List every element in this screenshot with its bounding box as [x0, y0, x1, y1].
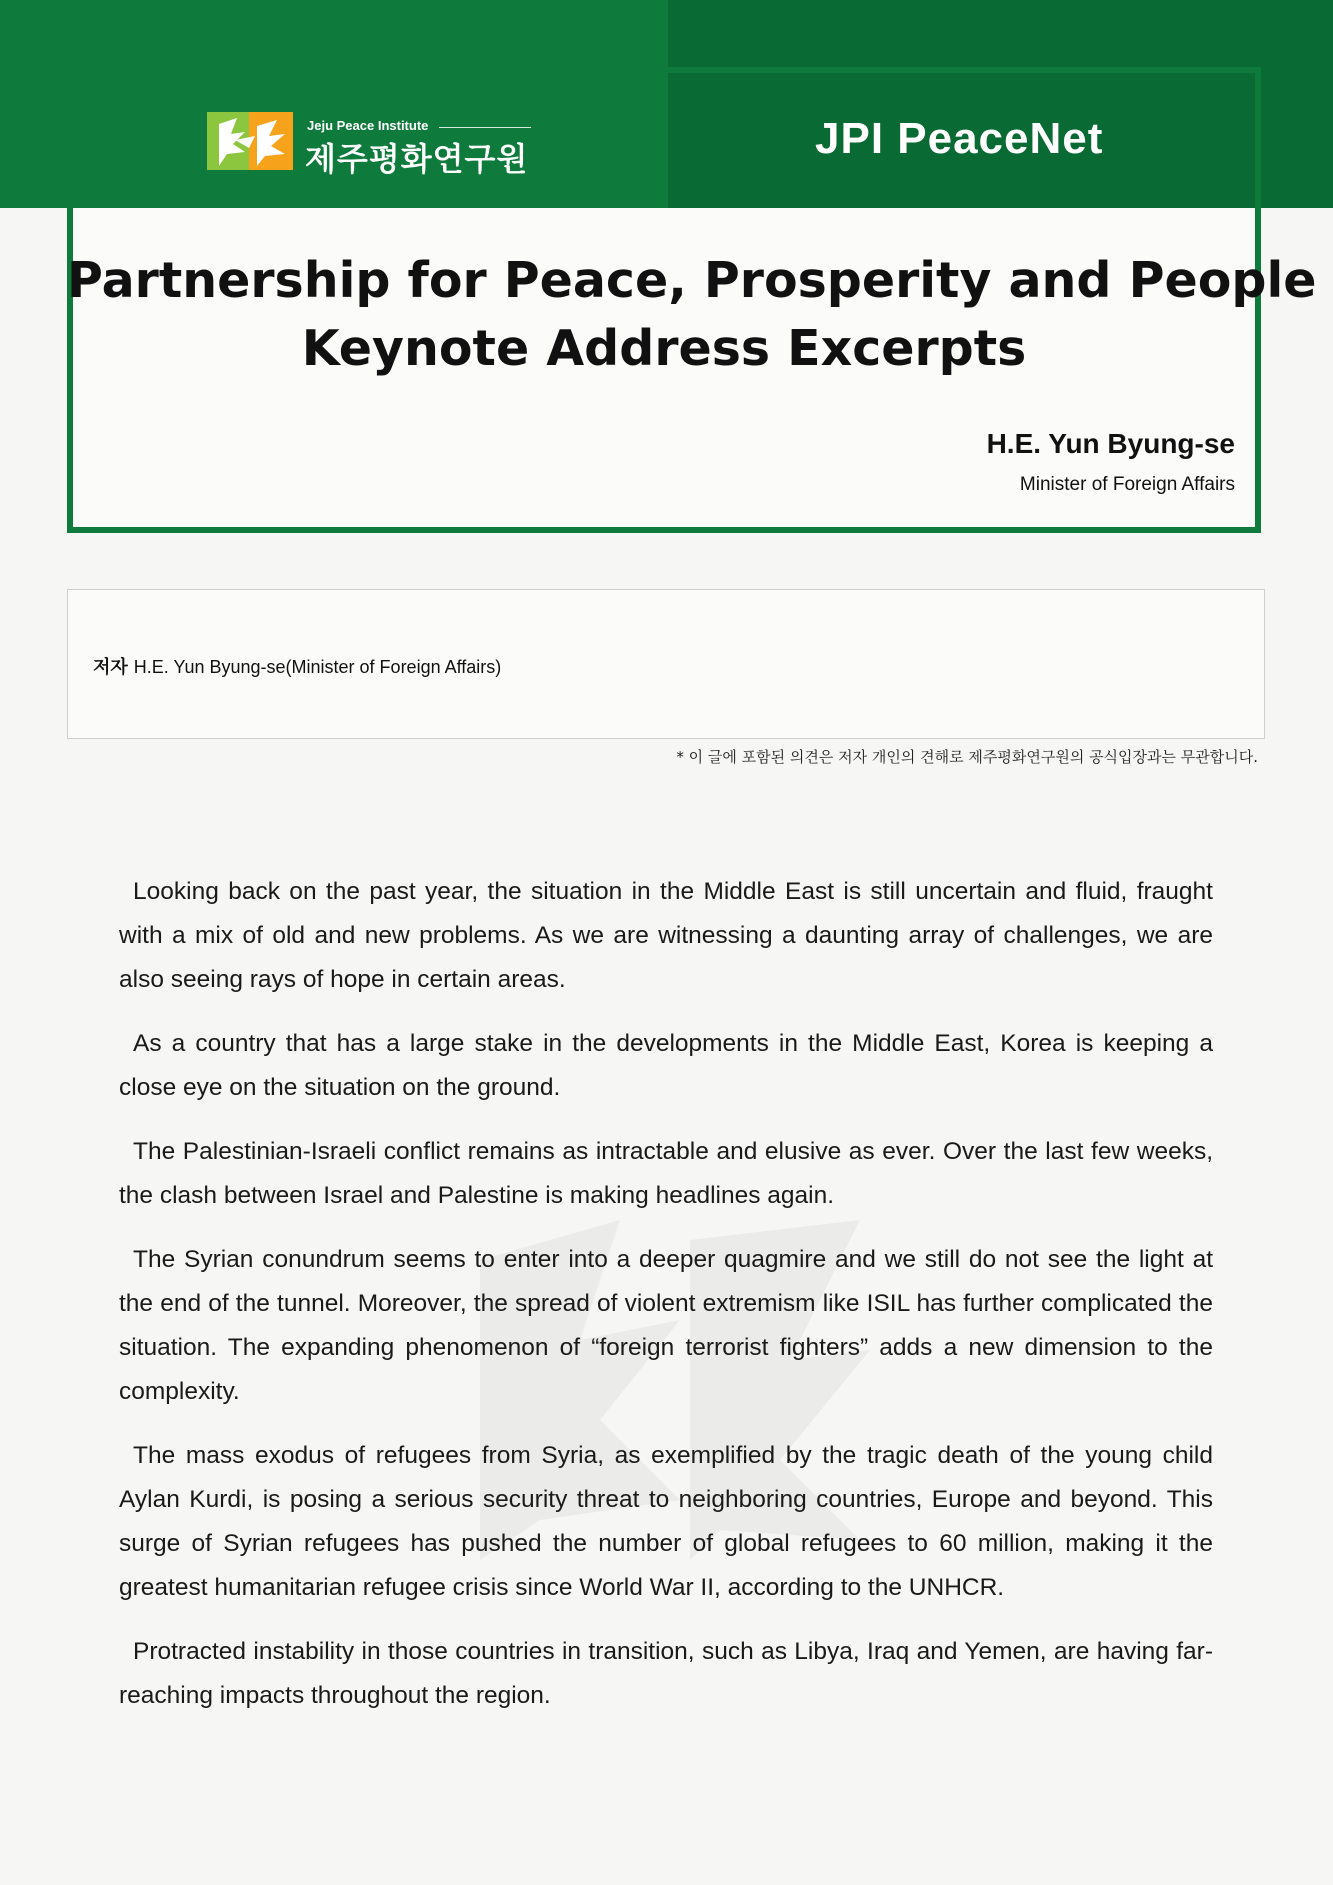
author-info-value: H.E. Yun Byung-se(Minister of Foreign Affairs)	[133, 657, 502, 677]
peacenet-brand: JPI PeaceNet	[815, 114, 1104, 163]
logo-korean-name: 제주평화연구원	[305, 140, 529, 178]
paragraph: Looking back on the past year, the situation in the Middle East is still uncertain and fluid, fraught with a mix of old and new problems. As we are witnessing a daunting array of challenges, we are also seeing rays of hope in certain areas.	[119, 878, 1213, 993]
paragraph: The Syrian conundrum seems to enter into a deeper quagmire and we still do not see the light at the end of the tunnel. Moreover, the spread of violent extremism like ISIL has further complicated the situation. The expanding phenomenon of “foreign terrorist fighters” adds a new dimension to the complexity.	[119, 1246, 1213, 1405]
peacenet-logo	[815, 114, 1115, 174]
paragraph: As a country that has a large stake in the developments in the Middle East, Korea is keeping a close eye on the situation on the ground.	[119, 1030, 1213, 1101]
dove-logo-icon	[205, 110, 295, 172]
article-body	[119, 870, 1213, 1738]
author-info-box	[67, 589, 1265, 739]
author-label: 저자	[93, 657, 128, 678]
title-line-2: Keynote Address Excerpts	[301, 320, 1027, 377]
logo-divider	[439, 127, 531, 128]
paragraph: Protracted instability in those countries in transition, such as Libya, Iraq and Yemen, are having far-reaching impacts throughout the region.	[119, 1638, 1213, 1709]
jeju-peace-institute-logo	[205, 110, 535, 178]
author-name: H.E. Yun Byung-se	[986, 428, 1235, 459]
logo-english-name: Jeju Peace Institute	[307, 118, 429, 133]
author-info-line	[93, 653, 501, 679]
paragraph: The Palestinian-Israeli conflict remains as intractable and elusive as ever. Over the last few weeks, the clash between Israel and Palestine is making headlines again.	[119, 1138, 1213, 1209]
document-title	[67, 247, 1317, 383]
disclaimer-note: * 이 글에 포함된 의견은 저자 개인의 견해로 제주평화연구원의 공식입장과는 무관합니다.	[676, 748, 1258, 766]
paragraph: The mass exodus of refugees from Syria, as exemplified by the tragic death of the young child Aylan Kurdi, is posing a serious security threat to neighboring countries, Europe and beyond. This surge of Syrian refugees has pushed the number of global refugees to 60 million, making it the greatest humanitarian refugee crisis since World War II, according to the UNHCR.	[119, 1442, 1213, 1601]
title-line-1: Partnership for Peace, Prosperity and People	[67, 252, 1317, 309]
author-role: Minister of Foreign Affairs	[1019, 474, 1235, 495]
